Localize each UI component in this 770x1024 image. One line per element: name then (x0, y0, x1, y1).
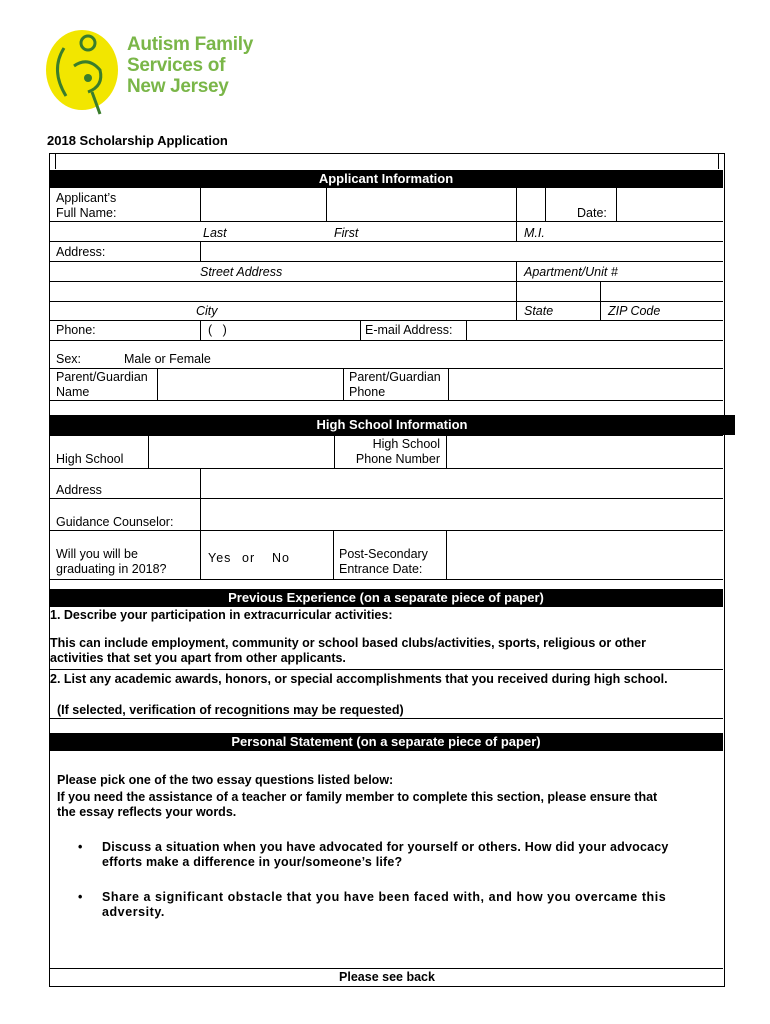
graduating-label: Will you will be graduating in 2018? (56, 547, 167, 576)
date-label: Date: (577, 206, 607, 220)
entrance-date-label: Post-Secondary Entrance Date: (339, 547, 428, 576)
statement-intro: Please pick one of the two essay questions listed below: (57, 773, 394, 787)
experience-question-1: 1. Describe your participation in extracurricular activities: (50, 608, 393, 622)
apt-caption: Apartment/Unit # (524, 265, 618, 279)
logo-emblem-icon (44, 26, 124, 116)
applicant-info-header: Applicant Information (49, 170, 723, 188)
street-caption: Street Address (200, 265, 283, 279)
guardian-phone-label: Parent/Guardian Phone (349, 370, 441, 399)
last-caption: Last (203, 226, 227, 240)
mi-caption: M.I. (524, 226, 545, 240)
state-caption: State (524, 304, 554, 318)
city-state-zip-field[interactable] (50, 282, 722, 300)
experience-question-2: 2. List any academic awards, honors, or special accomplishments that you received during high school. (50, 672, 668, 686)
hs-address-field[interactable] (201, 469, 721, 498)
sex-field[interactable]: Male or Female (124, 352, 211, 366)
hs-address-label: Address (56, 483, 102, 497)
sex-label: Sex: (56, 352, 82, 366)
middle-initial-field[interactable] (517, 189, 544, 220)
last-name-field[interactable] (201, 189, 325, 220)
guardian-name-label: Parent/Guardian Name (56, 370, 148, 399)
graduating-no-option[interactable]: No (272, 551, 290, 565)
form-title: 2018 Scholarship Application (47, 133, 228, 148)
phone-label: Phone: (56, 323, 96, 337)
full-name-label: Applicant’s Full Name: (56, 191, 117, 220)
address-label: Address: (56, 245, 106, 259)
hs-phone-field[interactable] (447, 436, 721, 467)
entrance-date-field[interactable] (447, 531, 721, 578)
org-name: Autism Family Services of New Jersey (127, 34, 253, 97)
high-school-info-header: High School Information (49, 415, 735, 435)
hs-phone-label: High School Phone Number (355, 437, 440, 466)
guardian-name-field[interactable] (158, 369, 342, 399)
graduating-or-text: or (242, 551, 256, 565)
graduating-yes-option[interactable]: Yes (208, 551, 232, 565)
high-school-field[interactable] (149, 436, 333, 467)
zip-caption: ZIP Code (608, 304, 661, 318)
guardian-phone-field[interactable] (449, 369, 721, 399)
experience-note-2: (If selected, verification of recognitions may be requested) (57, 703, 404, 717)
statement-assist: If you need the assistance of a teacher or family member to complete this section, please ensure that the essay reflects your words. (57, 790, 658, 819)
email-field[interactable] (467, 321, 721, 339)
bullet-icon: • (78, 840, 83, 854)
experience-note-1: This can include employment, community or school based clubs/activities, sports, religious or other activities that set you apart from other applicants. (50, 636, 646, 665)
first-caption: First (334, 226, 359, 240)
date-field[interactable] (617, 189, 722, 220)
first-name-field[interactable] (327, 189, 515, 220)
statement-header: Personal Statement (on a separate piece of paper) (49, 733, 723, 751)
street-address-field[interactable] (201, 242, 721, 260)
essay-option-2: Share a significant obstacle that you have been faced with, and how you overcame this adversity. (102, 890, 667, 919)
counselor-field[interactable] (201, 499, 721, 529)
experience-header: Previous Experience (on a separate piece of paper) (49, 589, 723, 607)
email-label: E-mail Address: (365, 323, 453, 337)
phone-field[interactable]: ( ) (208, 323, 227, 337)
counselor-label: Guidance Counselor: (56, 515, 174, 529)
bullet-icon: • (78, 890, 83, 904)
city-caption: City (196, 304, 218, 318)
high-school-label: High School (56, 452, 124, 466)
essay-option-1: Discuss a situation when you have advocated for yourself or others. How did your advocacy efforts make a difference in your/someone’s life? (102, 840, 669, 869)
footer-note: Please see back (339, 970, 435, 984)
